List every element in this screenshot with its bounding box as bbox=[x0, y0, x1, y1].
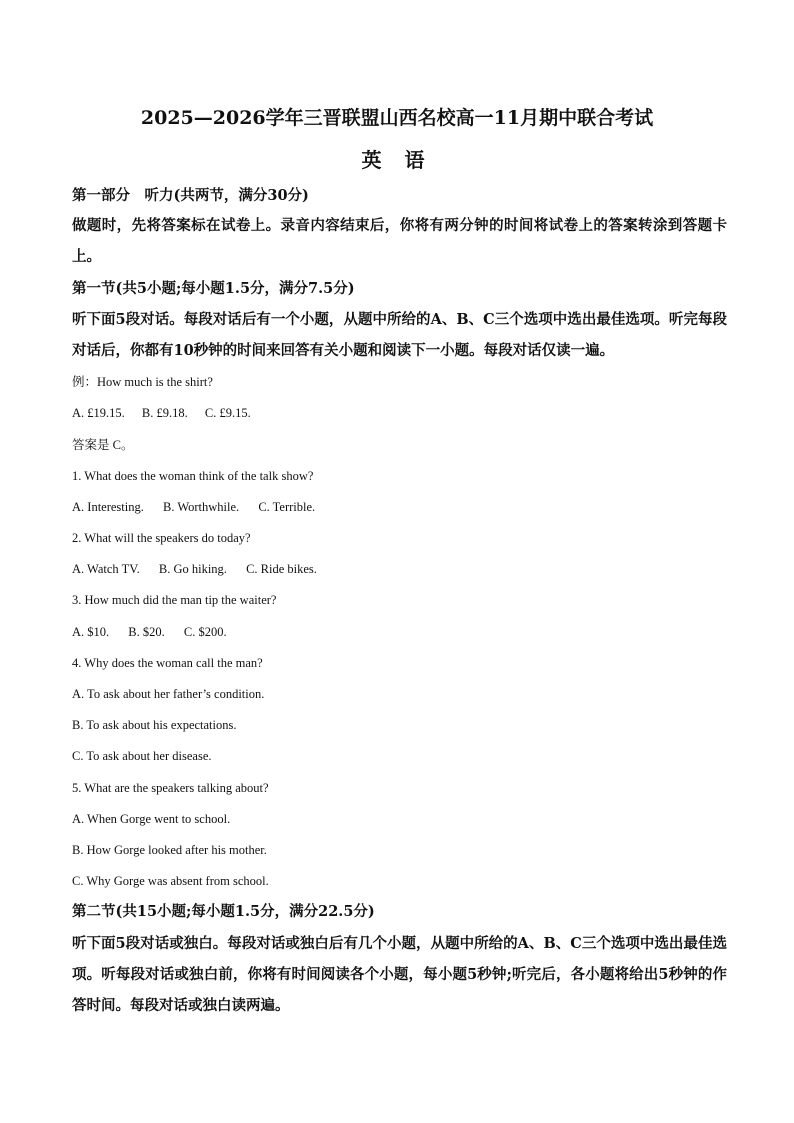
part1-heading: 第一部分 听力(共两节，满分30分) bbox=[72, 187, 309, 204]
q2-option-b: B. Go hiking. bbox=[158, 562, 227, 576]
q2-option-c: C. Ride bikes. bbox=[246, 562, 317, 576]
question-2: 2. What will the speakers do today? bbox=[72, 531, 251, 545]
section2-heading: 第二节(共15小题;每小题1.5分，满分22.5分) bbox=[72, 903, 375, 920]
example-option-b: B. £9.18. bbox=[141, 406, 188, 420]
q5-option-b: B. How Gorge looked after his mother. bbox=[72, 843, 267, 857]
section1-instruction: 听下面5段对话。每段对话后有一个小题，从题中所给的A、B、C三个选项中选出最佳选项。听完每段对话后，你都有10秒钟的时间来回答有关小题和阅读下一小题。每段对话仅读一遍。 bbox=[72, 311, 727, 359]
question-1: 1. What does the woman think of the talk show? bbox=[72, 469, 314, 483]
q5-option-c: C. Why Gorge was absent from school. bbox=[72, 874, 269, 888]
question-5: 5. What are the speakers talking about? bbox=[72, 781, 269, 795]
question-2-options bbox=[72, 560, 727, 578]
q1-option-c: C. Terrible. bbox=[258, 500, 316, 514]
question-4: 4. Why does the woman call the man? bbox=[72, 656, 263, 670]
question-3-options bbox=[72, 623, 727, 641]
subject-title: 英 语 bbox=[361, 148, 433, 172]
q2-option-a: A. Watch TV. bbox=[72, 562, 140, 576]
exam-title: 2025—2026学年三晋联盟山西名校高一11月期中联合考试 bbox=[140, 107, 654, 129]
section1-heading: 第一节(共5小题;每小题1.5分，满分7.5分) bbox=[72, 280, 355, 297]
q4-option-c: C. To ask about her disease. bbox=[72, 749, 212, 763]
section2-instruction: 听下面5段对话或独白。每段对话或独白后有几个小题，从题中所给的A、B、C三个选项中选出最佳选项。听每段对话或独白前，你将有时间阅读各个小题，每小题5秒钟;听完后，各小题将给出5秒钟的作答时间。每段对话或独白读两遍。 bbox=[72, 935, 727, 1014]
example-option-a: A. £19.15. bbox=[72, 406, 125, 420]
example-options bbox=[72, 404, 727, 422]
q1-option-a: A. Interesting. bbox=[72, 500, 144, 514]
q4-option-b: B. To ask about his expectations. bbox=[72, 718, 237, 732]
question-1-options bbox=[72, 498, 727, 516]
q3-option-b: B. $20. bbox=[128, 625, 165, 639]
example-answer: 答案是 C。 bbox=[72, 438, 134, 452]
q5-option-a: A. When Gorge went to school. bbox=[72, 812, 231, 826]
q3-option-a: A. $10. bbox=[72, 625, 110, 639]
q3-option-c: C. $200. bbox=[183, 625, 227, 639]
example-question: 例：How much is the shirt? bbox=[72, 375, 213, 389]
part1-instruction: 做题时，先将答案标在试卷上。录音内容结束后，你将有两分钟的时间将试卷上的答案转涂到答题卡上。 bbox=[72, 217, 727, 265]
example-option-c: C. £9.15. bbox=[204, 406, 251, 420]
question-3: 3. How much did the man tip the waiter? bbox=[72, 593, 277, 607]
q1-option-b: B. Worthwhile. bbox=[162, 500, 240, 514]
q4-option-a: A. To ask about her father’s condition. bbox=[72, 687, 265, 701]
